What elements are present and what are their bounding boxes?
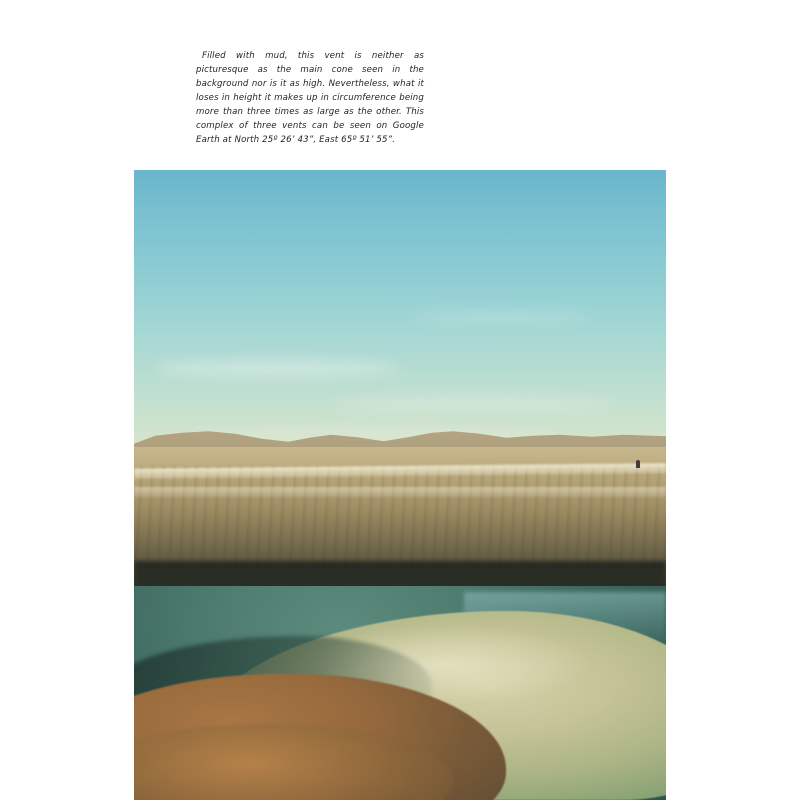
photo-frame <box>134 170 666 800</box>
cloud-streak <box>155 359 400 378</box>
photo-caption: Filled with mud, this vent is neither as picturesque as the main cone seen in the background nor is it as high. Nevertheless, what it loses in height it makes up in circumference being more than three times as large as the other. This complex of three vents can be seen on Google Earth at North 25º 26’ 43”, East 65º 51’ 55”. <box>196 51 427 145</box>
caption-block <box>196 50 427 147</box>
cloud-streak <box>411 309 592 324</box>
standing-person-on-cliff <box>636 460 640 468</box>
mud-volcano-crater-photograph <box>134 170 666 800</box>
cliff-strata-line <box>134 487 666 497</box>
cloud-streak <box>336 397 613 411</box>
